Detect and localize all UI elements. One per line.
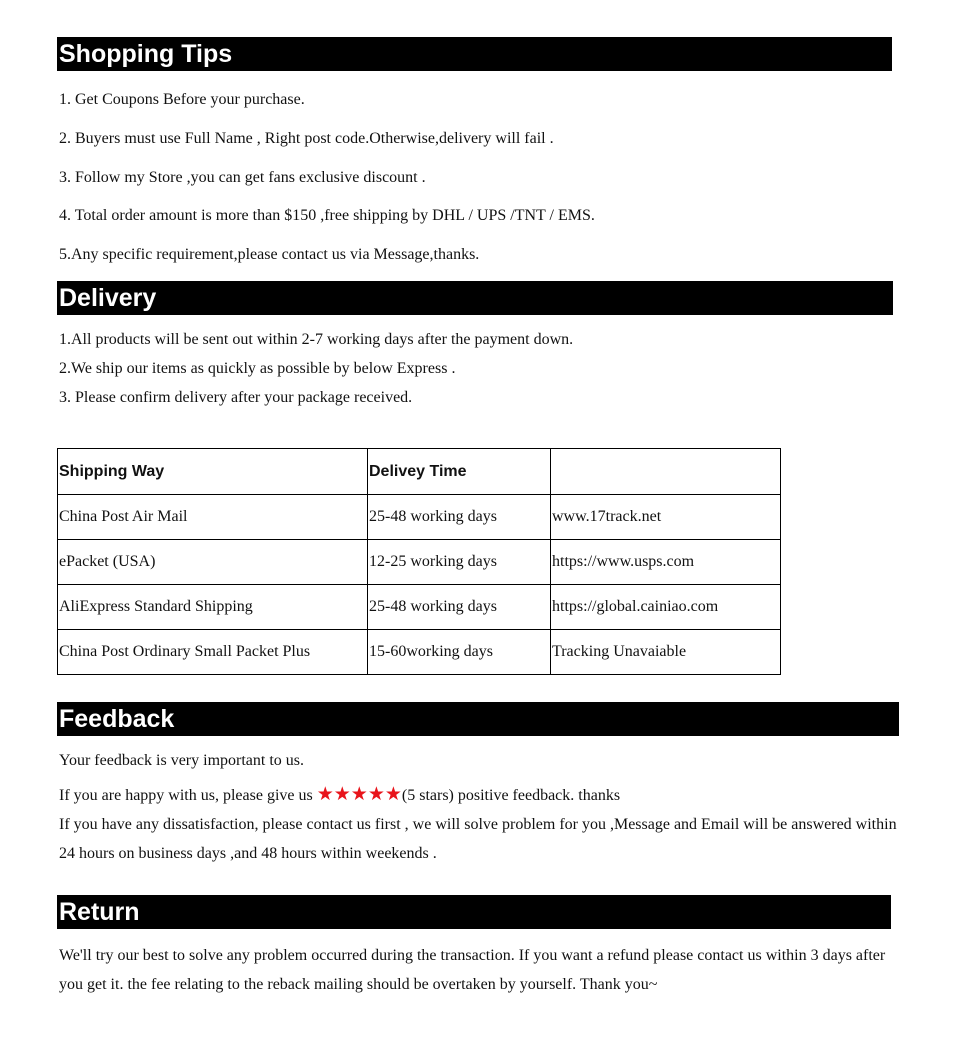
tracking-link[interactable]: www.17track.net (551, 495, 781, 540)
table-cell: China Post Air Mail (58, 495, 368, 540)
delivery-heading: Delivery (57, 281, 893, 315)
tip-2: 2. Buyers must use Full Name , Right post code.Otherwise,delivery will fail . (59, 130, 554, 147)
tracking-link[interactable]: https://global.cainiao.com (551, 585, 781, 630)
feedback-heading: Feedback (57, 702, 899, 736)
delivery-item-3: 3. Please confirm delivery after your package received. (59, 389, 413, 406)
feedback-line-2 (59, 783, 620, 806)
tip-1: 1. Get Coupons Before your purchase. (59, 91, 305, 108)
delivery-item-2: 2.We ship our items as quickly as possible by below Express . (59, 360, 456, 377)
delivery-item-1: 1.All products will be sent out within 2-7 working days after the payment down. (59, 331, 574, 348)
table-row (58, 630, 781, 675)
tip-3: 3. Follow my Store ,you can get fans exclusive discount . (59, 169, 426, 186)
table-cell: China Post Ordinary Small Packet Plus (58, 630, 368, 675)
shopping-tips-heading: Shopping Tips (57, 37, 892, 71)
tip-4: 4. Total order amount is more than $150 ,free shipping by DHL / UPS /TNT / EMS. (59, 207, 595, 224)
table-header-row (58, 449, 781, 495)
return-text: We'll try our best to solve any problem occurred during the transaction. If you want a refund please contact us within 3 days after you get it. the fee relating to the reback mailing should be overtaken by yourself. Thank you~ (59, 947, 886, 993)
table-row (58, 495, 781, 540)
table-row (58, 540, 781, 585)
tip-5: 5.Any specific requirement,please contact us via Message,thanks. (59, 246, 480, 263)
table-cell: Tracking Unavaiable (551, 630, 781, 675)
shipping-table (57, 448, 781, 675)
tracking-link[interactable]: https://www.usps.com (551, 540, 781, 585)
table-cell: 15-60working days (368, 630, 551, 675)
feedback-line-1: Your feedback is very important to us. (59, 752, 304, 769)
table-cell: 25-48 working days (368, 585, 551, 630)
header-tracking (551, 449, 781, 495)
return-heading: Return (57, 895, 891, 929)
feedback-line-2-suffix: (5 stars) positive feedback. thanks (401, 787, 621, 804)
feedback-line-2-text: If you are happy with us, please give us (59, 787, 317, 804)
header-shipping-way: Shipping Way (58, 449, 368, 495)
table-cell: 12-25 working days (368, 540, 551, 585)
five-stars-icon: ★★★★★ (316, 784, 402, 805)
table-cell: 25-48 working days (368, 495, 551, 540)
header-delivery-time: Delivey Time (368, 449, 551, 495)
table-cell: ePacket (USA) (58, 540, 368, 585)
feedback-line-3: If you have any dissatisfaction, please contact us first , we will solve problem for you ,Message and Email will be answered within 24 hours on business days ,and 48 hours within weekends . (59, 816, 897, 862)
table-row (58, 585, 781, 630)
table-cell: AliExpress Standard Shipping (58, 585, 368, 630)
